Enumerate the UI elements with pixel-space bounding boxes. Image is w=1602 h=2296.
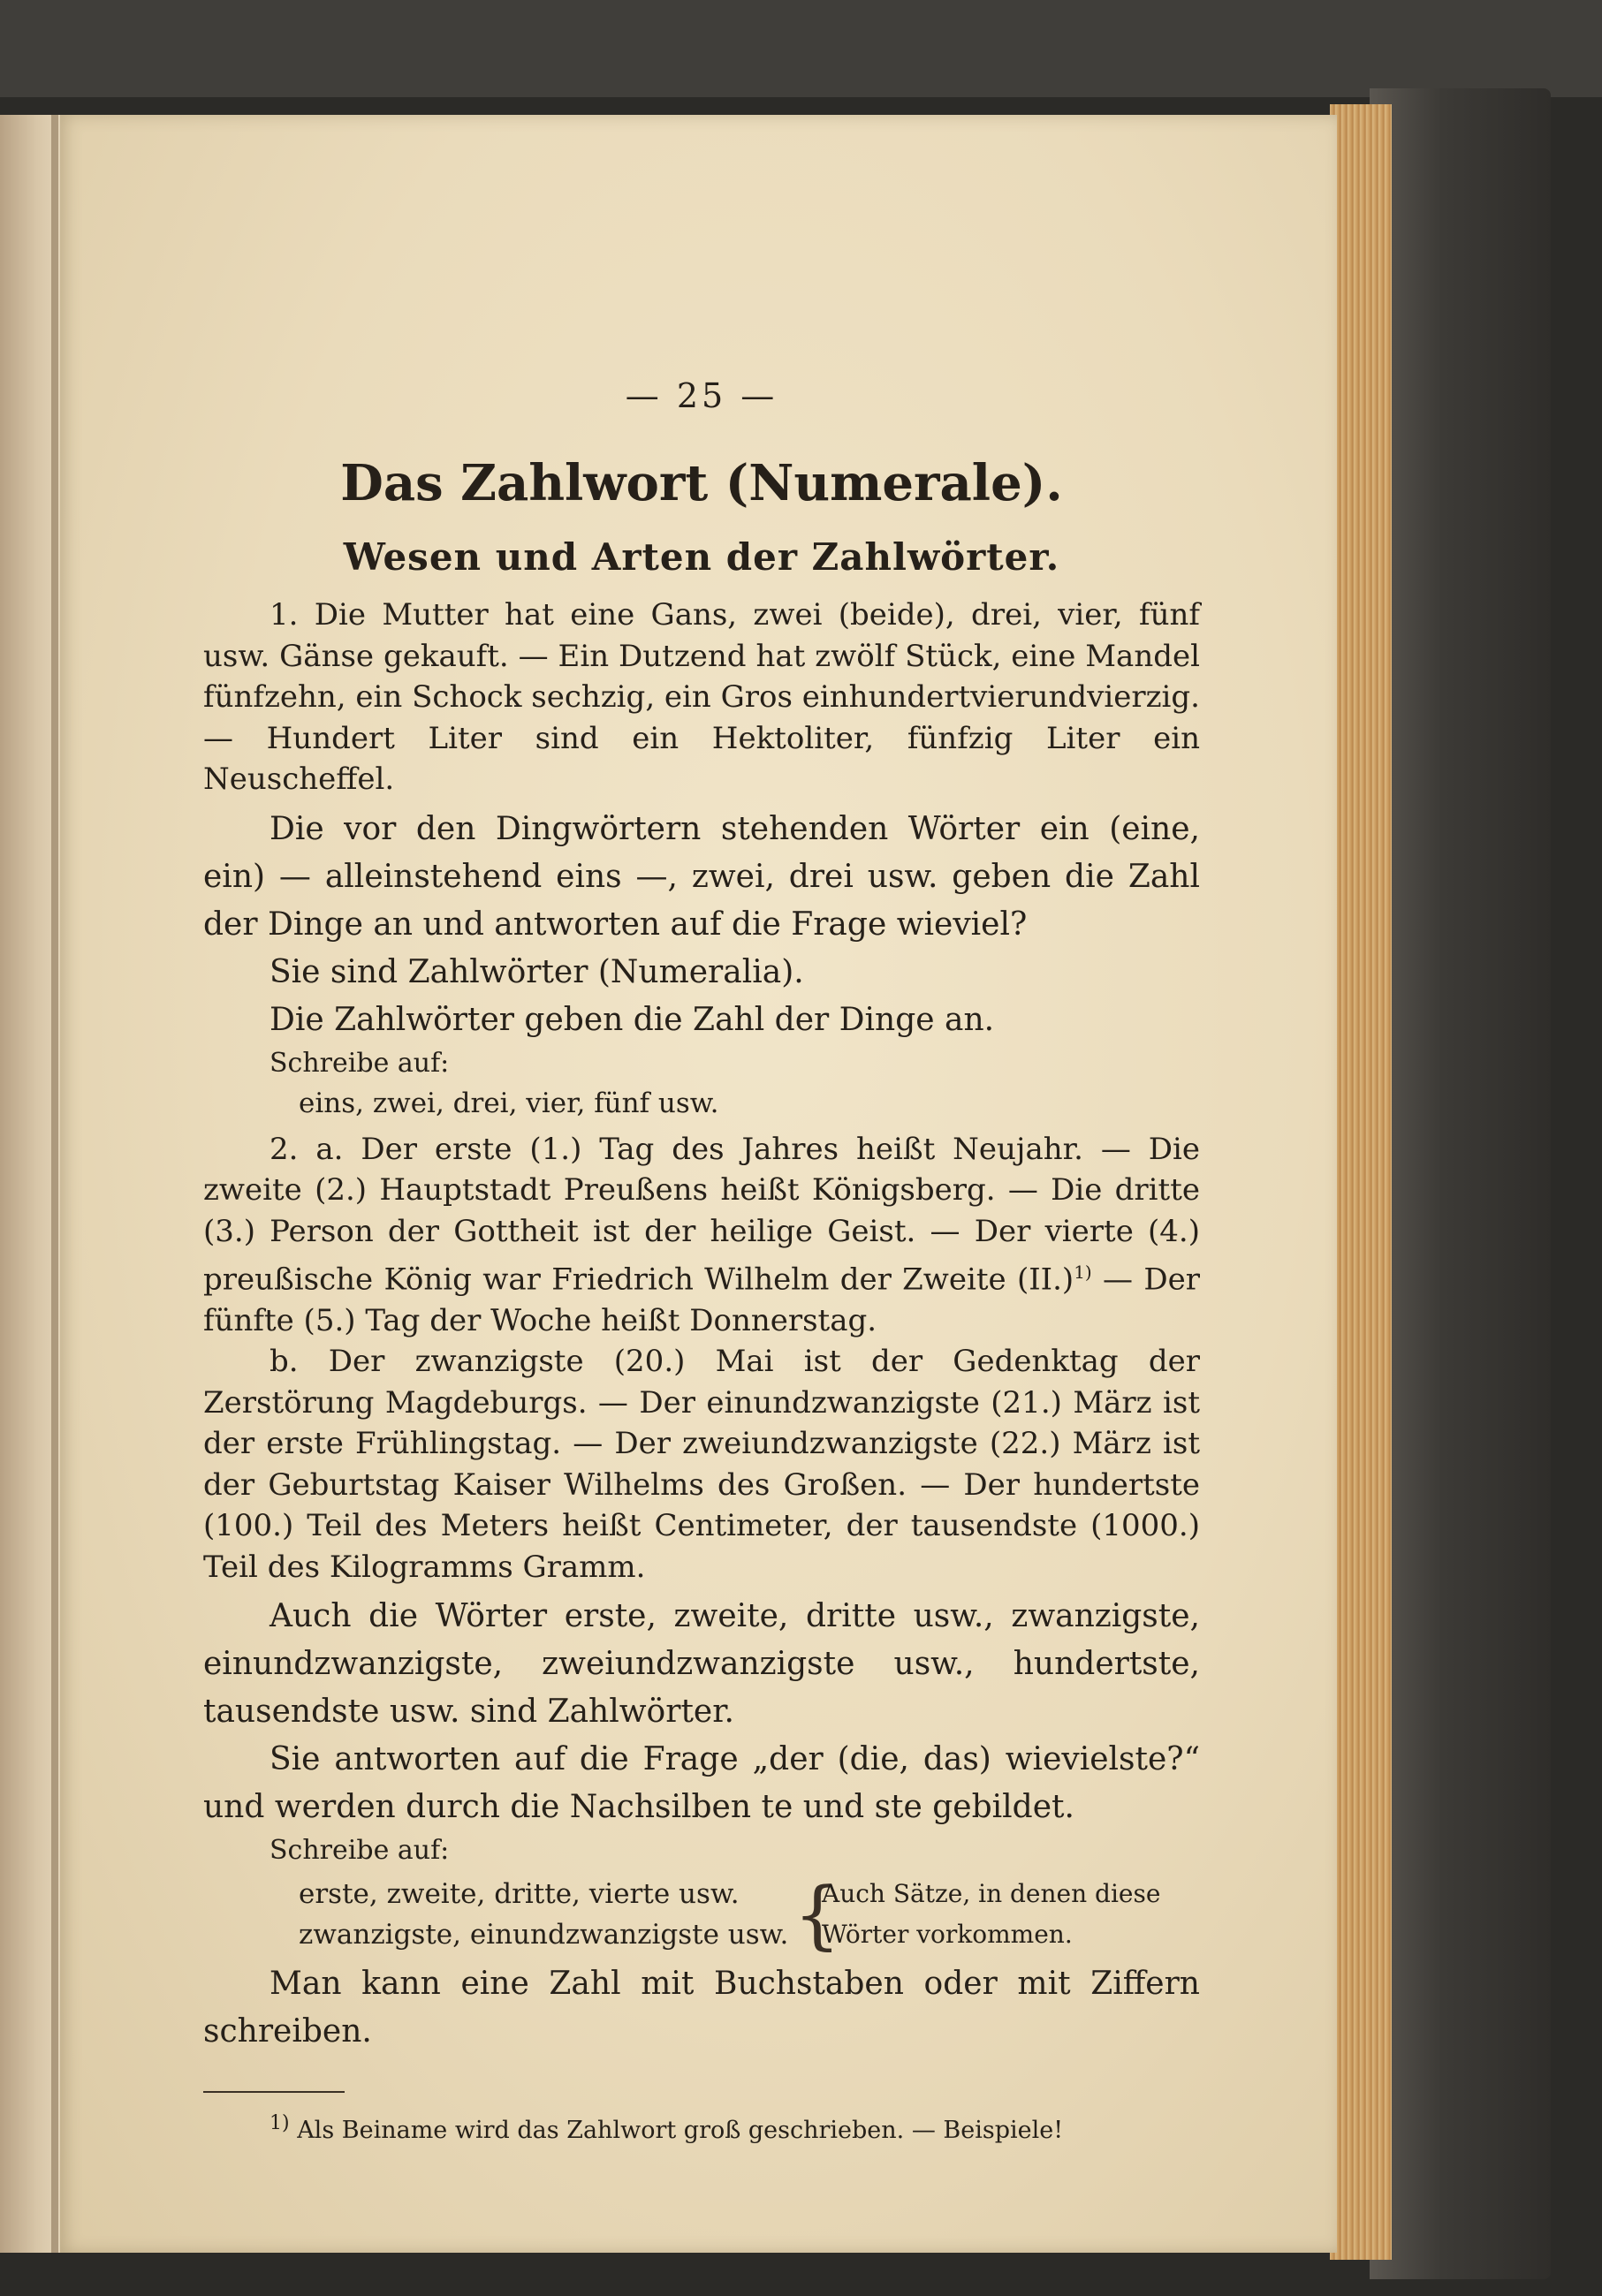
paragraph-5a-end: — Der fünfte (5.) Tag der Woche heißt Donnerstag.	[203, 1262, 1200, 1338]
paragraph-1: 1. Die Mutter hat eine Gans, zwei (beide), drei, vier, fünf usw. Gänse gekauft. — Ein Dutzend hat zwölf Stück, eine Mandel fünfzehn, ein Schock sechzig, ein Gros einhundertvierundvierzig. — Hundert Liter sind ein Hektoliter, fünfzig Liter ein Neuscheffel.	[203, 597, 1200, 797]
write-line-1: eins, zwei, drei, vier, fünf usw.	[299, 1087, 719, 1119]
page-content	[203, 265, 1200, 2146]
paragraph-5a	[203, 1129, 1200, 1342]
footnote-reference: 1)	[1074, 1262, 1092, 1283]
write-pair	[299, 1871, 1200, 1959]
write-label-2: Schreibe auf:	[270, 1835, 450, 1867]
write-pair-left-2: zwanzigste, einundzwanzigste usw.	[299, 1919, 789, 1951]
write-pair-right-1: Auch Sätze, in denen diese	[822, 1879, 1161, 1909]
paragraph-3: Sie sind Zahlwörter (Numeralia).	[270, 953, 804, 990]
paragraph-8: Man kann eine Zahl mit Buchstaben oder mit Ziffern schreiben.	[203, 1966, 1200, 2050]
paragraph-5b: b. Der zwanzigste (20.) Mai ist der Gedenktag der Zerstörung Magdeburgs. — Der einundzwanzigste (21.) März ist der erste Frühlingstag. — Der zweiundzwanzigste (22.) März ist der Geburtstag Kaiser Wilhelms des Großen. — Der hundertste (100.) Teil des Meters heißt Centimeter, der tausendste (1000.) Teil des Kilogramms Gramm.	[203, 1344, 1200, 1585]
page-edges	[1330, 104, 1392, 2260]
paragraph-6: Auch die Wörter erste, zweite, dritte usw., zwanzigste, einundzwanzigste, zweiundzwanzigste usw., hundertste, tausendste usw. sind Zahlwörter.	[203, 1598, 1200, 1731]
paragraph-5a-text: 2. a. Der erste (1.) Tag des Jahres heißt Neujahr. — Die zweite (2.) Hauptstadt Preußens heißt Königsberg. — Die dritte (3.) Person der Gottheit ist der heilige Geist. — Der vierte (4.) preußische König war Friedrich Wilhelm der Zweite (II.)	[203, 1131, 1200, 1298]
write-pair-right	[822, 1874, 1175, 1955]
section-subtitle: Wesen und Arten der Zahlwörter.	[343, 535, 1060, 579]
paragraph-4: Die Zahlwörter geben die Zahl der Dinge an.	[270, 1001, 995, 1038]
paragraph-7: Sie antworten auf die Frage „der (die, das) wievielste?“ und werden durch die Nachsilben te und ste gebildet.	[203, 1741, 1200, 1826]
page-number: — 25 —	[625, 376, 778, 415]
footnote-mark: 1)	[270, 2112, 290, 2135]
footnote	[203, 2109, 1200, 2146]
page-title: Das Zahlwort (Numerale).	[340, 454, 1063, 512]
gutter-edge	[51, 115, 58, 2253]
paragraph-2: Die vor den Dingwörtern stehenden Wörter ein (eine, ein) — alleinstehend eins —, zwei, drei usw. geben die Zahl der Dinge an und antworten auf die Frage wieviel?	[203, 810, 1200, 943]
write-pair-right-2: Wörter vorkommen.	[822, 1920, 1073, 1950]
write-label-1: Schreibe auf:	[270, 1047, 450, 1079]
backdrop	[0, 0, 1602, 97]
footnote-text: Als Beiname wird das Zahlwort groß geschrieben. — Beispiele!	[297, 2117, 1064, 2145]
write-pair-left	[299, 1874, 793, 1955]
brace-symbol: {	[793, 1871, 841, 1959]
footnote-rule	[203, 2091, 345, 2093]
book-page	[60, 115, 1337, 2253]
write-pair-left-1: erste, zweite, dritte, vierte usw.	[299, 1878, 740, 1911]
book-cover	[1370, 88, 1551, 2279]
